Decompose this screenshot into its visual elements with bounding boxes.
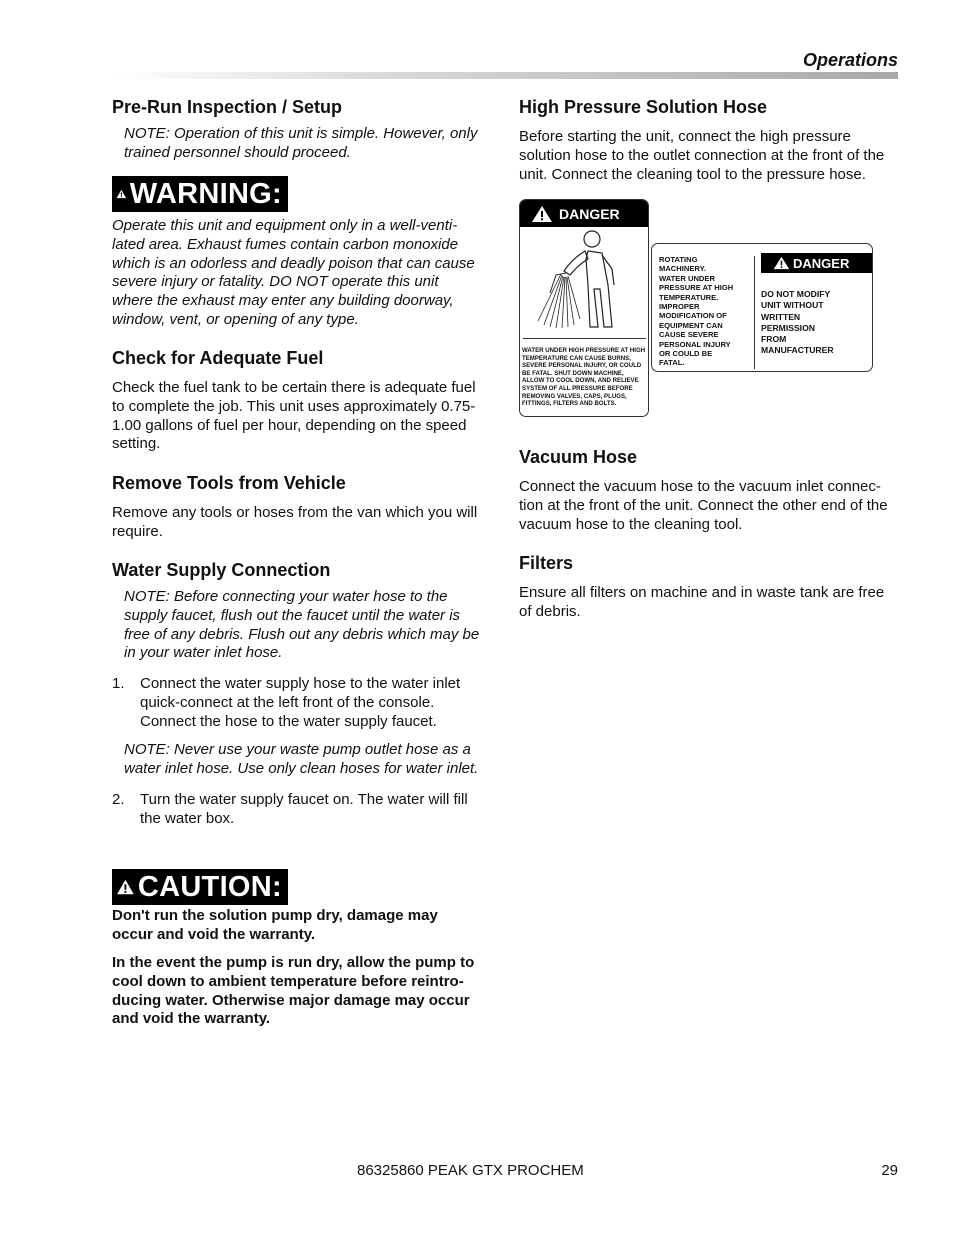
text-line: CAUSE SEVERE bbox=[659, 330, 719, 340]
danger-label-right-text bbox=[761, 289, 869, 357]
text-line: PRESSURE AT HIGH bbox=[659, 283, 734, 293]
text-line: supply faucet, flush out the faucet until the water is bbox=[124, 606, 461, 624]
text-line: FITTINGS, FILTERS AND BOLTS. bbox=[522, 400, 617, 408]
step-1-text bbox=[140, 675, 495, 731]
text-line: FATAL. bbox=[659, 358, 685, 368]
text-line: NOTE: Never use your waste pump outlet hose as a bbox=[124, 741, 471, 758]
text-line: In the event the pump is run dry, allow the pump to bbox=[112, 954, 475, 971]
footer-doc-id: 86325860 PEAK GTX PROCHEM bbox=[357, 1162, 584, 1179]
text-line: TEMPERATURE CAN CAUSE BURNS, bbox=[522, 354, 631, 362]
text-line: PERSONAL INJURY bbox=[659, 339, 731, 349]
text-line: occur and void the warranty. bbox=[112, 925, 316, 943]
text-line: BE FATAL. SHUT DOWN MACHINE, bbox=[522, 369, 624, 377]
text-line: WATER UNDER HIGH PRESSURE AT HIGH bbox=[522, 347, 646, 354]
danger-label-burn bbox=[519, 199, 649, 417]
text-line: REMOVING VALVES, CAPS, PLUGS, bbox=[522, 392, 627, 400]
text-line: and void the warranty. bbox=[112, 1010, 271, 1028]
danger-label-text bbox=[522, 347, 648, 408]
pre-run-note: NOTE: Operation of this unit is simple. However, only trained personnel should proceed. bbox=[124, 125, 478, 161]
text-line: EQUIPMENT CAN bbox=[659, 320, 723, 330]
hp-hose-text bbox=[519, 128, 904, 184]
filters-text bbox=[519, 584, 904, 622]
text-line: to complete the job. This unit uses approximately 0.75- bbox=[112, 397, 476, 415]
heading-vacuum: Vacuum Hose bbox=[519, 447, 638, 467]
step-2-text bbox=[140, 791, 495, 829]
danger-label-header bbox=[520, 200, 648, 227]
text-line: Before starting the unit, connect the high pressure bbox=[519, 128, 851, 145]
caution-banner bbox=[112, 869, 288, 905]
text-line: OR COULD BE bbox=[659, 349, 713, 359]
heading-tools: Remove Tools from Vehicle bbox=[112, 473, 346, 493]
danger-label-left-text bbox=[659, 255, 747, 368]
caution-label: CAUTION: bbox=[137, 870, 282, 903]
vacuum-text bbox=[519, 478, 904, 534]
text-line: ALLOW TO COOL DOWN, AND RELIEVE bbox=[522, 377, 639, 385]
label-divider bbox=[754, 256, 755, 369]
warning-banner bbox=[112, 176, 288, 212]
danger-label-title: DANGER bbox=[793, 255, 850, 271]
heading-fuel: Check for Adequate Fuel bbox=[112, 348, 324, 368]
text-line: water inlet hose. Use only clean hoses for water inlet. bbox=[124, 759, 479, 777]
text-line: IMPROPER bbox=[659, 302, 700, 312]
text-line: in your water inlet hose. bbox=[124, 644, 283, 662]
text-line: Remove any tools or hoses from the van which you will bbox=[112, 504, 478, 521]
danger-label-header bbox=[761, 253, 872, 273]
text-line: which is an odorless and deadly poison that can cause bbox=[112, 254, 475, 272]
text-line: FROM bbox=[761, 334, 787, 345]
heading-pre-run: Pre-Run Inspection / Setup bbox=[112, 97, 343, 117]
label-divider bbox=[523, 338, 646, 339]
warning-triangle-icon bbox=[116, 179, 127, 209]
text-line: require. bbox=[112, 522, 163, 540]
page-number: 29 bbox=[881, 1162, 898, 1179]
text-line: Connect the water supply hose to the water inlet bbox=[140, 675, 461, 692]
spray-injury-pictogram bbox=[532, 229, 642, 335]
text-line: SYSTEM OF ALL PRESSURE BEFORE bbox=[522, 384, 633, 392]
text-line: SEVERE PERSONAL INJURY, OR COULD bbox=[522, 362, 642, 370]
text-line: quick-connect at the left front of the console. bbox=[140, 693, 435, 711]
text-line: TEMPERATURE. bbox=[659, 292, 719, 302]
text-line: lated area. Exhaust fumes contain carbon monoxide bbox=[112, 235, 459, 253]
text-line: MODIFICATION OF bbox=[659, 311, 727, 321]
text-line: NOTE: Before connecting your water hose to the bbox=[124, 588, 448, 605]
text-line: setting. bbox=[112, 435, 161, 453]
text-line: Connect the vacuum hose to the vacuum inlet connec- bbox=[519, 478, 881, 495]
text-line: the water box. bbox=[140, 809, 235, 827]
text-line: MANUFACTURER bbox=[761, 345, 834, 356]
text-line: Connect the hose to the water supply faucet. bbox=[140, 712, 437, 730]
tools-text bbox=[112, 504, 497, 542]
text-line: PERMISSION bbox=[761, 322, 815, 333]
text-line: 1.00 gallons of fuel per hour, depending on the speed bbox=[112, 416, 467, 434]
heading-filters: Filters bbox=[519, 553, 574, 573]
text-line: DO NOT MODIFY bbox=[761, 289, 831, 299]
text-line: Check the fuel tank to be certain there is adequate fuel bbox=[112, 379, 476, 396]
text-line: WRITTEN bbox=[761, 311, 801, 322]
text-line: solution hose to the outlet connection at the front of the bbox=[519, 146, 885, 164]
text-line: Operate this unit and equipment only in a well-venti- bbox=[112, 217, 458, 234]
fuel-text bbox=[112, 379, 497, 454]
danger-triangle-icon bbox=[531, 205, 553, 223]
heading-water: Water Supply Connection bbox=[112, 560, 331, 580]
text-line: where the exhaust may enter any building doorway, bbox=[112, 292, 454, 310]
text-line: severe injury or fatality. DO NOT operate this unit bbox=[112, 273, 439, 291]
danger-triangle-icon bbox=[773, 256, 790, 270]
warning-label: WARNING: bbox=[129, 177, 282, 210]
heading-hp-hose: High Pressure Solution Hose bbox=[519, 97, 768, 117]
caution-para-1 bbox=[112, 907, 497, 945]
text-line: Turn the water supply faucet on. The water will fill bbox=[140, 791, 468, 808]
text-line: ROTATING bbox=[659, 255, 698, 264]
text-line: free of any debris. Flush out any debris which may be bbox=[124, 625, 480, 643]
text-line: WATER UNDER bbox=[659, 273, 715, 283]
warning-text bbox=[112, 217, 497, 330]
water-note-1 bbox=[124, 588, 496, 663]
text-line: tion at the front of the unit. Connect the other end of the bbox=[519, 496, 888, 514]
text-line: MACHINERY. bbox=[659, 264, 706, 274]
step-1-number: 1. bbox=[112, 675, 125, 692]
text-line: unit. Connect the cleaning tool to the pressure hose. bbox=[519, 165, 866, 183]
header-rule bbox=[112, 72, 898, 79]
text-line: cool down to ambient temperature before reintro- bbox=[112, 972, 464, 990]
danger-label-title: DANGER bbox=[559, 205, 620, 222]
text-line: vacuum hose to the cleaning tool. bbox=[519, 515, 743, 533]
section-title: Operations bbox=[802, 50, 898, 70]
text-line: Ensure all filters on machine and in waste tank are free bbox=[519, 584, 885, 601]
text-line: window, vent, or opening of any type. bbox=[112, 310, 359, 328]
step-2-number: 2. bbox=[112, 791, 125, 808]
text-line: Don't run the solution pump dry, damage may bbox=[112, 907, 438, 924]
warning-triangle-icon bbox=[116, 872, 135, 902]
text-line: of debris. bbox=[519, 602, 581, 620]
caution-para-2 bbox=[112, 954, 497, 1029]
text-line: ducing water. Otherwise major damage may occur bbox=[112, 991, 470, 1009]
text-line: UNIT WITHOUT bbox=[761, 300, 824, 311]
water-note-2 bbox=[124, 741, 499, 779]
danger-label-modify bbox=[651, 243, 873, 372]
